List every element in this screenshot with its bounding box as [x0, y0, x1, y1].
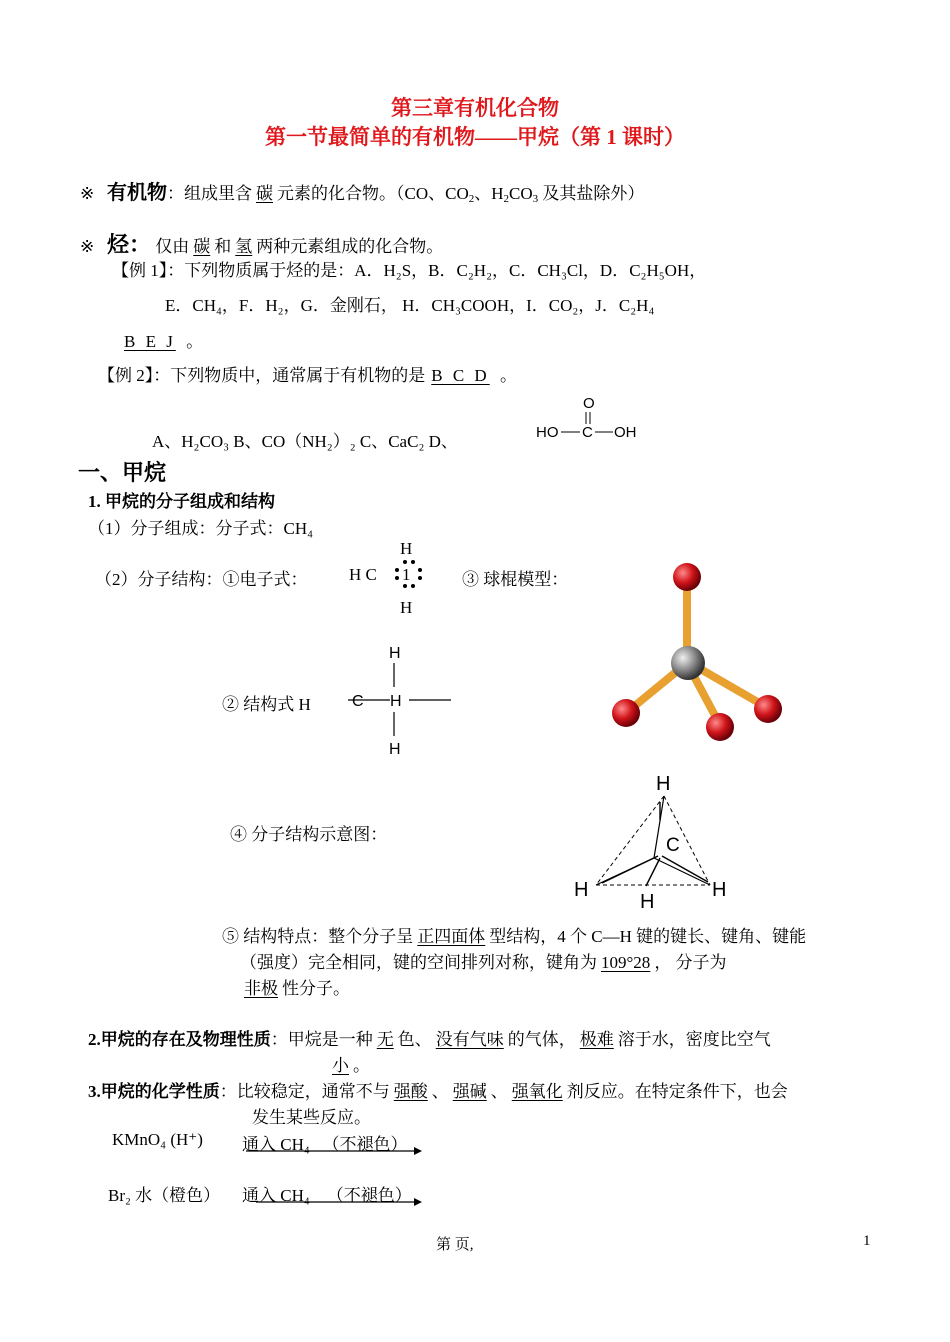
footer-page-label: 第 页, [436, 1237, 474, 1253]
ball-stick-label: ③ 球棍模型： [462, 570, 569, 589]
term-organic: 有机物 [107, 182, 167, 204]
electron-formula-label: （2）分子结构：①电子式： [95, 570, 308, 589]
svg-text:HO: HO [536, 424, 559, 441]
answer-blank: B C D [431, 366, 490, 385]
example-2-question: 【例 2】：下列物质中，通常属于有机物的是 B C D 。 [98, 366, 517, 385]
carbon-ball [671, 646, 705, 680]
svg-text:H: H [574, 879, 589, 901]
answer-blank: 非极 [244, 979, 278, 998]
answer-blank: 强氧化 [511, 1082, 563, 1101]
hydrogen-ball-top [673, 563, 701, 591]
chemical-properties-line-2: 发生某些反应。 [252, 1108, 371, 1127]
structure-feature-line-1: ⑤ 结构特点：整个分子呈 正四面体 型结构，4 个 C—H 键的键长、键角、键能 [222, 927, 807, 946]
reaction-2-reagent: Br₂ 水（橙色） [108, 1186, 221, 1205]
svg-text:C: C [582, 424, 593, 441]
answer-blank: 小 [332, 1056, 349, 1075]
carbonic-acid-structure [533, 392, 643, 444]
ball-stick-model [600, 555, 800, 750]
reaction-1-reagent: KMnO₄ (H⁺) [112, 1130, 203, 1149]
answer-blank: 没有气味 [435, 1030, 504, 1049]
subheading-composition: 1. 甲烷的分子组成和结构 [88, 492, 275, 511]
structural-formula-label: ② 结构式 H [222, 695, 311, 714]
electron-h-top: H [400, 539, 413, 558]
chemical-properties-line-1: 3.甲烷的化学性质：比较稳定，通常不与 强酸 、 强碱 、 强氧化 剂反应。在特定条件下，也会 [88, 1082, 788, 1101]
footer-page-number: 1 [863, 1233, 871, 1249]
reference-mark: ※ [80, 184, 95, 203]
molecular-formula: （1）分子组成：分子式：CH₄ [88, 519, 314, 538]
reference-mark: ※ [80, 237, 95, 256]
answer-blank: 碳 [256, 184, 273, 203]
reaction-2-arrow-line [256, 1196, 436, 1208]
example-2-options: A、H₂CO₃ B、CO（NH₂）₂ C、CaC₂ D、 [152, 432, 458, 451]
structure-feature-line-2: （强度）完全相同，键的空间排列对称，键角为 109°28 ， 分子为 [240, 953, 727, 972]
electron-h-bottom: H [400, 598, 413, 617]
electron-h-c: H C [349, 565, 377, 584]
svg-text:C: C [666, 835, 680, 856]
answer-blank: 氢 [235, 237, 253, 256]
electron-center: 1 [402, 565, 411, 584]
heading-methane: 一、甲烷 [78, 460, 167, 485]
answer-blank: 正四面体 [417, 927, 486, 946]
svg-text:H: H [656, 773, 671, 795]
example-1-line-2: E．CH₄，F．H₂，G．金刚石， H．CH₃COOH，I．CO₂，J．C₂H₄ [165, 296, 655, 315]
svg-text:OH: OH [614, 424, 637, 441]
answer-blank: 极难 [579, 1030, 614, 1049]
tetrahedron-diagram [570, 768, 740, 913]
reaction-1-arrow-line [246, 1145, 426, 1157]
physical-properties-line-1: 2.甲烷的存在及物理性质：甲烷是一种 无 色、 没有气味 的气体， 极难 溶于水，密度比空气 [88, 1030, 771, 1049]
answer-blank: 无 [376, 1030, 394, 1049]
example-1-line-1: 【例 1】：下列物质属于烃的是：A．H₂S，B．C₂H₂，C．CH₃Cl，D．C₂H₅OH， [112, 261, 707, 280]
hydrogen-ball-left [612, 699, 640, 727]
answer-blank: 强酸 [393, 1082, 428, 1101]
structure-feature-line-3: 非极 性分子。 [240, 974, 350, 999]
reaction-1-arrow: 通入 CH₄ （不褪色） [242, 1135, 408, 1154]
definition-hydrocarbon: ※ 烃： 仅由 碳 和 氢 两种元素组成的化合物。 [80, 232, 444, 257]
svg-text:C: C [352, 693, 364, 710]
structural-formula [345, 640, 455, 760]
svg-text:H: H [390, 693, 402, 710]
definition-organic: ※ 有机物：组成里含 碳 元素的化合物。（CO、$CO_2$、$H_2CO_3$ 及其盐除外） [80, 182, 645, 205]
svg-text:H: H [389, 741, 401, 758]
hydrogen-ball-bottom [706, 713, 734, 741]
section-title: 第一节最简单的有机物——甲烷（第 1 课时） [265, 125, 685, 149]
svg-text:H: H [640, 891, 655, 913]
hydrogen-ball-right [754, 695, 782, 723]
svg-text:H: H [712, 879, 727, 901]
physical-properties-line-2: 小 。 [328, 1051, 370, 1076]
example-1-answer: B E J 。 [124, 332, 204, 351]
chapter-title: 第三章有机化合物 [391, 96, 559, 120]
term-hydrocarbon: 烃： [107, 232, 152, 257]
answer-blank: 强碱 [452, 1082, 487, 1101]
structure-diagram-label: ④ 分子结构示意图： [230, 825, 388, 844]
reaction-2-arrow: 通入 CH₄ （不褪色） [242, 1186, 412, 1205]
svg-text:H: H [389, 645, 401, 662]
svg-text:O: O [583, 395, 595, 412]
answer-blank: 碳 [193, 237, 211, 256]
answer-blank: 109°28 [601, 953, 651, 972]
electron-dots [392, 557, 426, 591]
